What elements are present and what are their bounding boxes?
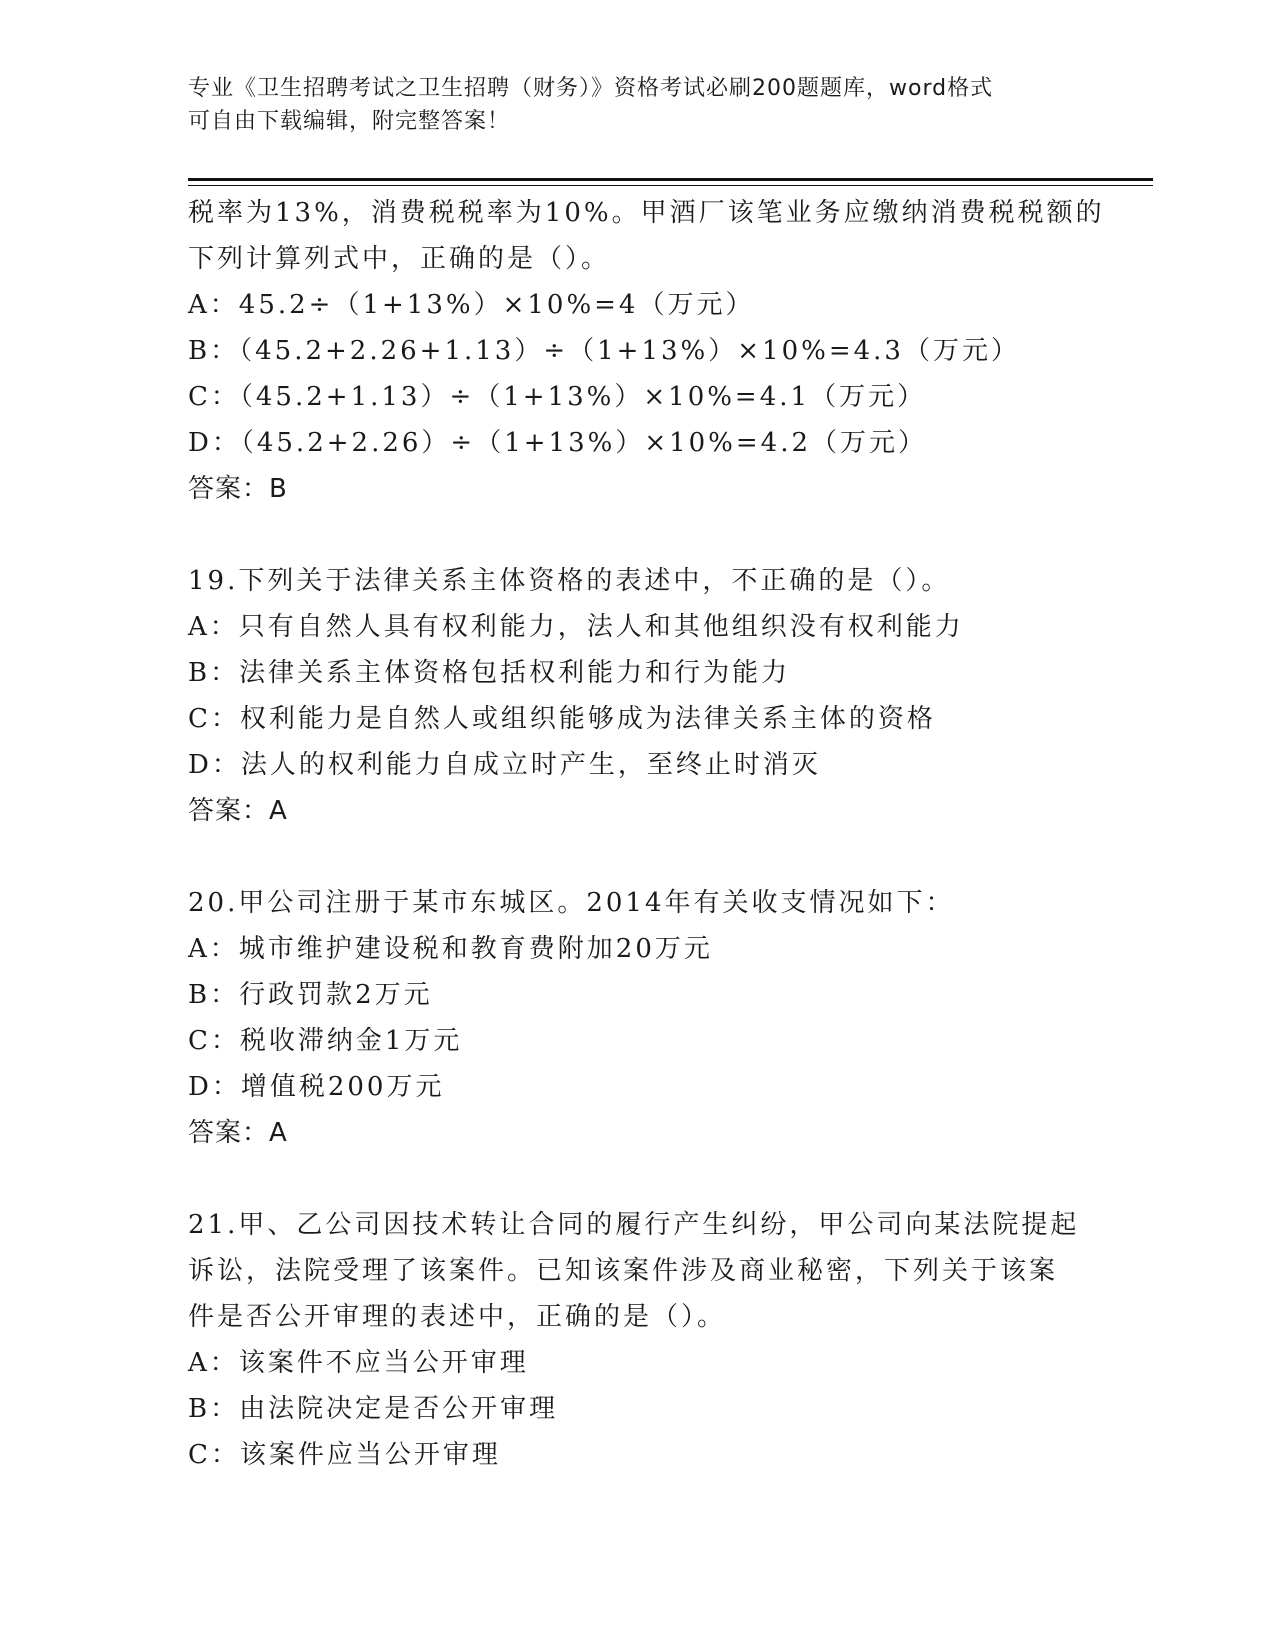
question-20 xyxy=(188,880,1088,1156)
answer: 答案：A xyxy=(188,796,288,826)
option-d: D：法人的权利能力自成立时产生，至终止时消灭 xyxy=(188,750,821,780)
header-divider-thin xyxy=(188,185,1153,186)
question-stem: 件是否公开审理的表述中，正确的是（）。 xyxy=(188,1302,727,1332)
option-a: A：城市维护建设税和教育费附加20万元 xyxy=(188,934,713,964)
header-divider-thick xyxy=(188,178,1153,181)
option-d: D：（45.2+2.26）÷（1+13%）×10%=4.2（万元） xyxy=(188,428,928,458)
option-c: C：税收滞纳金1万元 xyxy=(188,1026,463,1056)
question-stem: 21.甲、乙公司因技术转让合同的履行产生纠纷，甲公司向某法院提起 xyxy=(188,1210,1080,1240)
option-b: B：由法院决定是否公开审理 xyxy=(188,1394,559,1424)
option-b: B：（45.2+2.26+1.13）÷（1+13%）×10%=4.3（万元） xyxy=(188,336,1020,366)
question-19 xyxy=(188,558,1088,834)
option-a: A：45.2÷（1+13%）×10%=4（万元） xyxy=(188,290,755,320)
header-line-1: 专业《卫生招聘考试之卫生招聘（财务）》资格考试必刷200题题库，word格式 xyxy=(188,76,994,101)
option-c: C：（45.2+1.13）÷（1+13%）×10%=4.1（万元） xyxy=(188,382,927,412)
question-stem: 诉讼，法院受理了该案件。已知该案件涉及商业秘密，下列关于该案 xyxy=(188,1256,1059,1286)
document-header xyxy=(188,72,1088,138)
question-21 xyxy=(188,1202,1088,1478)
question-stem: 下列计算列式中，正确的是（）。 xyxy=(188,244,611,274)
answer: 答案：A xyxy=(188,1118,288,1148)
option-a: A：只有自然人具有权利能力，法人和其他组织没有权利能力 xyxy=(188,612,964,642)
option-a: A：该案件不应当公开审理 xyxy=(188,1348,529,1378)
option-c: C：权利能力是自然人或组织能够成为法律关系主体的资格 xyxy=(188,704,936,734)
question-stem: 税率为13%，消费税税率为10%。甲酒厂该笔业务应缴纳消费税税额的 xyxy=(188,198,1105,228)
question-18 xyxy=(188,190,1105,512)
question-stem: 19.下列关于法律关系主体资格的表述中，不正确的是（）。 xyxy=(188,566,951,596)
option-c: C：该案件应当公开审理 xyxy=(188,1440,501,1470)
answer: 答案：B xyxy=(188,474,288,504)
question-list xyxy=(188,190,1105,1478)
question-stem: 20.甲公司注册于某市东城区。2014年有关收支情况如下： xyxy=(188,888,955,918)
option-d: D：增值税200万元 xyxy=(188,1072,445,1102)
option-b: B：法律关系主体资格包括权利能力和行为能力 xyxy=(188,658,791,688)
option-b: B：行政罚款2万元 xyxy=(188,980,433,1010)
header-line-2: 可自由下载编辑，附完整答案！ xyxy=(188,109,511,134)
